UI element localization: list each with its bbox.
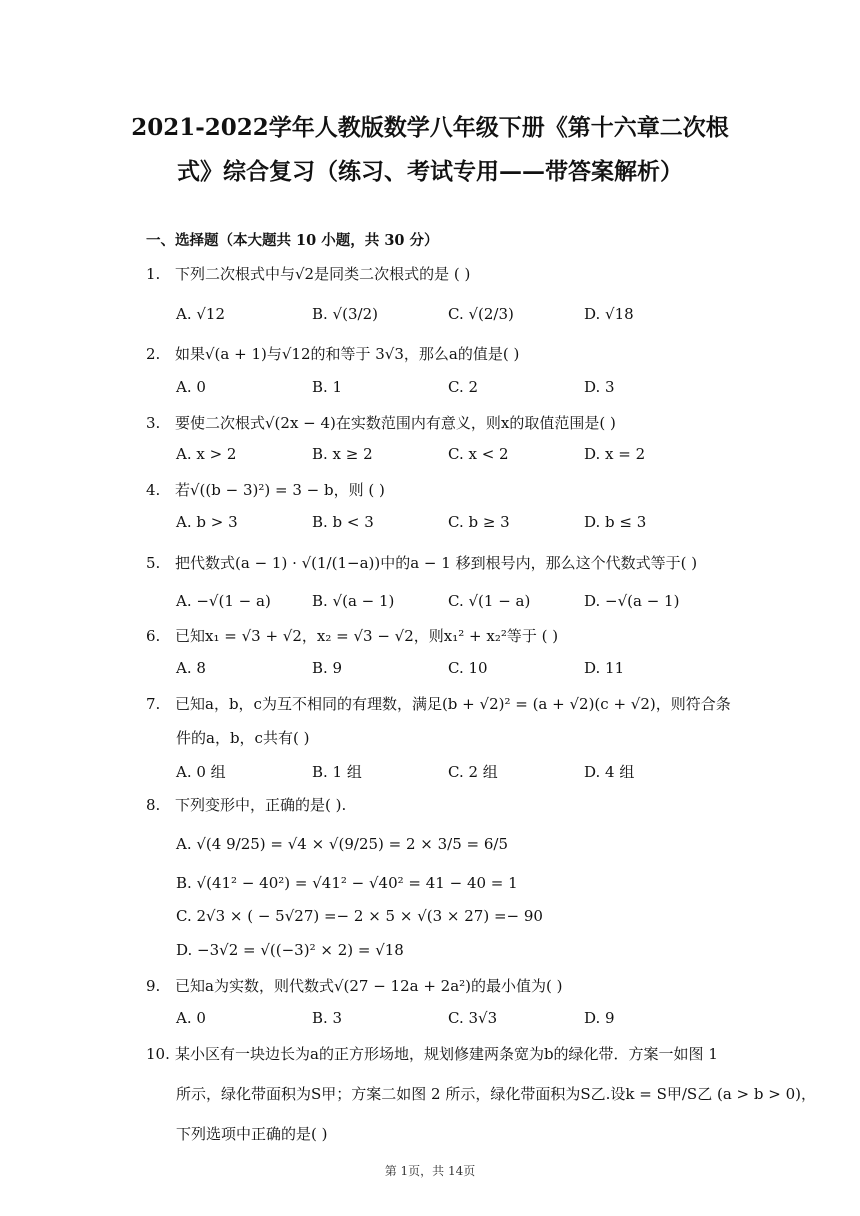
- question-4-option-b: B. b < 3: [312, 513, 374, 531]
- question-6-option-a: A. 8: [176, 659, 206, 677]
- question-9-stem: 已知a为实数，则代数式√(27 − 12a + 2a²)的最小值为( ): [175, 977, 563, 995]
- question-8-option-d: D. −3√2 = √((−3)² × 2) = √18: [176, 941, 404, 959]
- question-5-option-c: C. √(1 − a): [448, 592, 531, 610]
- section-heading: 一、选择题（本大题共 10 小题，共 30 分）: [146, 232, 439, 249]
- question-4-stem: 若√((b − 3)²) = 3 − b，则 ( ): [175, 481, 385, 499]
- question-2-option-a: A. 0: [176, 378, 206, 396]
- question-4: 4. 若√((b − 3)²) = 3 − b，则 ( ): [146, 481, 385, 499]
- question-10: 10. 某小区有一块边长为a的正方形场地，规划修建两条宽为b的绿化带．方案一如图 1: [146, 1045, 718, 1063]
- question-1-option-b: B. √(3/2): [312, 305, 378, 323]
- question-5-stem: 把代数式(a − 1) · √(1/(1−a))中的a − 1 移到根号内，那么这个代数式等于( ): [175, 554, 698, 572]
- question-9: 9. 已知a为实数，则代数式√(27 − 12a + 2a²)的最小值为( ): [146, 977, 563, 995]
- question-8-option-c: C. 2√3 × ( − 5√27) =− 2 × 5 × √(3 × 27) =− 90: [176, 907, 543, 925]
- question-4-option-d: D. b ≤ 3: [584, 513, 647, 531]
- question-3-option-d: D. x = 2: [584, 445, 646, 463]
- question-1: 1. 下列二次根式中与√2是同类二次根式的是 ( ): [146, 265, 471, 283]
- question-5: 5. 把代数式(a − 1) · √(1/(1−a))中的a − 1 移到根号内，那么这个代数式等于( ): [146, 554, 698, 572]
- question-6-option-b: B. 9: [312, 659, 343, 677]
- question-4-option-a: A. b > 3: [176, 513, 238, 531]
- question-2-option-b: B. 1: [312, 378, 343, 396]
- document-title-line-1: 2021-2022学年人教版数学八年级下册《第十六章二次根: [131, 114, 729, 141]
- question-5-option-d: D. −√(a − 1): [584, 592, 680, 610]
- question-3-option-a: A. x > 2: [176, 445, 237, 463]
- question-1-stem: 下列二次根式中与√2是同类二次根式的是 ( ): [175, 265, 471, 283]
- question-10-stem: 某小区有一块边长为a的正方形场地，规划修建两条宽为b的绿化带．方案一如图 1: [175, 1045, 718, 1063]
- question-3-option-c: C. x < 2: [448, 445, 509, 463]
- question-8-stem: 下列变形中，正确的是( ).: [175, 796, 347, 814]
- question-9-option-a: A. 0: [176, 1009, 206, 1027]
- question-1-option-a: A. √12: [176, 305, 226, 323]
- question-8-option-b: B. √(41² − 40²) = √41² − √40² = 41 − 40 = 1: [176, 874, 518, 892]
- question-10-stem-line-3: 下列选项中正确的是( ): [176, 1125, 328, 1143]
- question-6-stem: 已知x₁ = √3 + √2，x₂ = √3 − √2，则x₁² + x₂²等于 ( ): [175, 627, 559, 645]
- question-7-stem: 已知a，b，c为互不相同的有理数，满足(b + √2)² = (a + √2)(c + √2)，则符合条: [175, 695, 731, 713]
- question-2-stem: 如果√(a + 1)与√12的和等于 3√3，那么a的值是( ): [175, 345, 520, 363]
- question-10-stem-line-2: 所示，绿化带面积为S甲；方案二如图 2 所示，绿化带面积为S乙.设k = S甲/S乙 (a > b > 0)，: [176, 1085, 816, 1103]
- question-1-option-d: D. √18: [584, 305, 634, 323]
- page-footer: 第 1页，共 14页: [384, 1164, 476, 1178]
- question-2: 2. 如果√(a + 1)与√12的和等于 3√3，那么a的值是( ): [146, 345, 520, 363]
- question-6-option-d: D. 11: [584, 659, 625, 677]
- question-9-option-b: B. 3: [312, 1009, 343, 1027]
- question-6-option-c: C. 10: [448, 659, 488, 677]
- question-2-option-d: D. 3: [584, 378, 615, 396]
- question-7-option-b: B. 1 组: [312, 763, 362, 781]
- question-9-option-d: D. 9: [584, 1009, 615, 1027]
- question-5-option-a: A. −√(1 − a): [176, 592, 271, 610]
- question-6: 6. 已知x₁ = √3 + √2，x₂ = √3 − √2，则x₁² + x₂²等于 ( ): [146, 627, 559, 645]
- question-1-option-c: C. √(2/3): [448, 305, 514, 323]
- question-5-option-b: B. √(a − 1): [312, 592, 395, 610]
- question-7-option-d: D. 4 组: [584, 763, 635, 781]
- question-2-option-c: C. 2: [448, 378, 479, 396]
- question-7-stem-continued: 件的a，b，c共有( ): [176, 729, 310, 747]
- question-3: 3. 要使二次根式√(2x − 4)在实数范围内有意义，则x的取值范围是( ): [146, 414, 616, 432]
- question-7-option-a: A. 0 组: [176, 763, 226, 781]
- question-4-option-c: C. b ≥ 3: [448, 513, 510, 531]
- document-title-line-2: 式》综合复习（练习、考试专用——带答案解析）: [177, 158, 683, 185]
- question-7: 7. 已知a，b，c为互不相同的有理数，满足(b + √2)² = (a + √2)(c + √2)，则符合条: [146, 695, 731, 713]
- question-3-stem: 要使二次根式√(2x − 4)在实数范围内有意义，则x的取值范围是( ): [175, 414, 616, 432]
- question-8-option-a: A. √(4 9/25) = √4 × √(9/25) = 2 × 3/5 = 6/5: [176, 835, 509, 853]
- question-9-option-c: C. 3√3: [448, 1009, 498, 1027]
- question-7-option-c: C. 2 组: [448, 763, 498, 781]
- question-8: 8. 下列变形中，正确的是( ).: [146, 796, 347, 814]
- question-3-option-b: B. x ≥ 2: [312, 445, 373, 463]
